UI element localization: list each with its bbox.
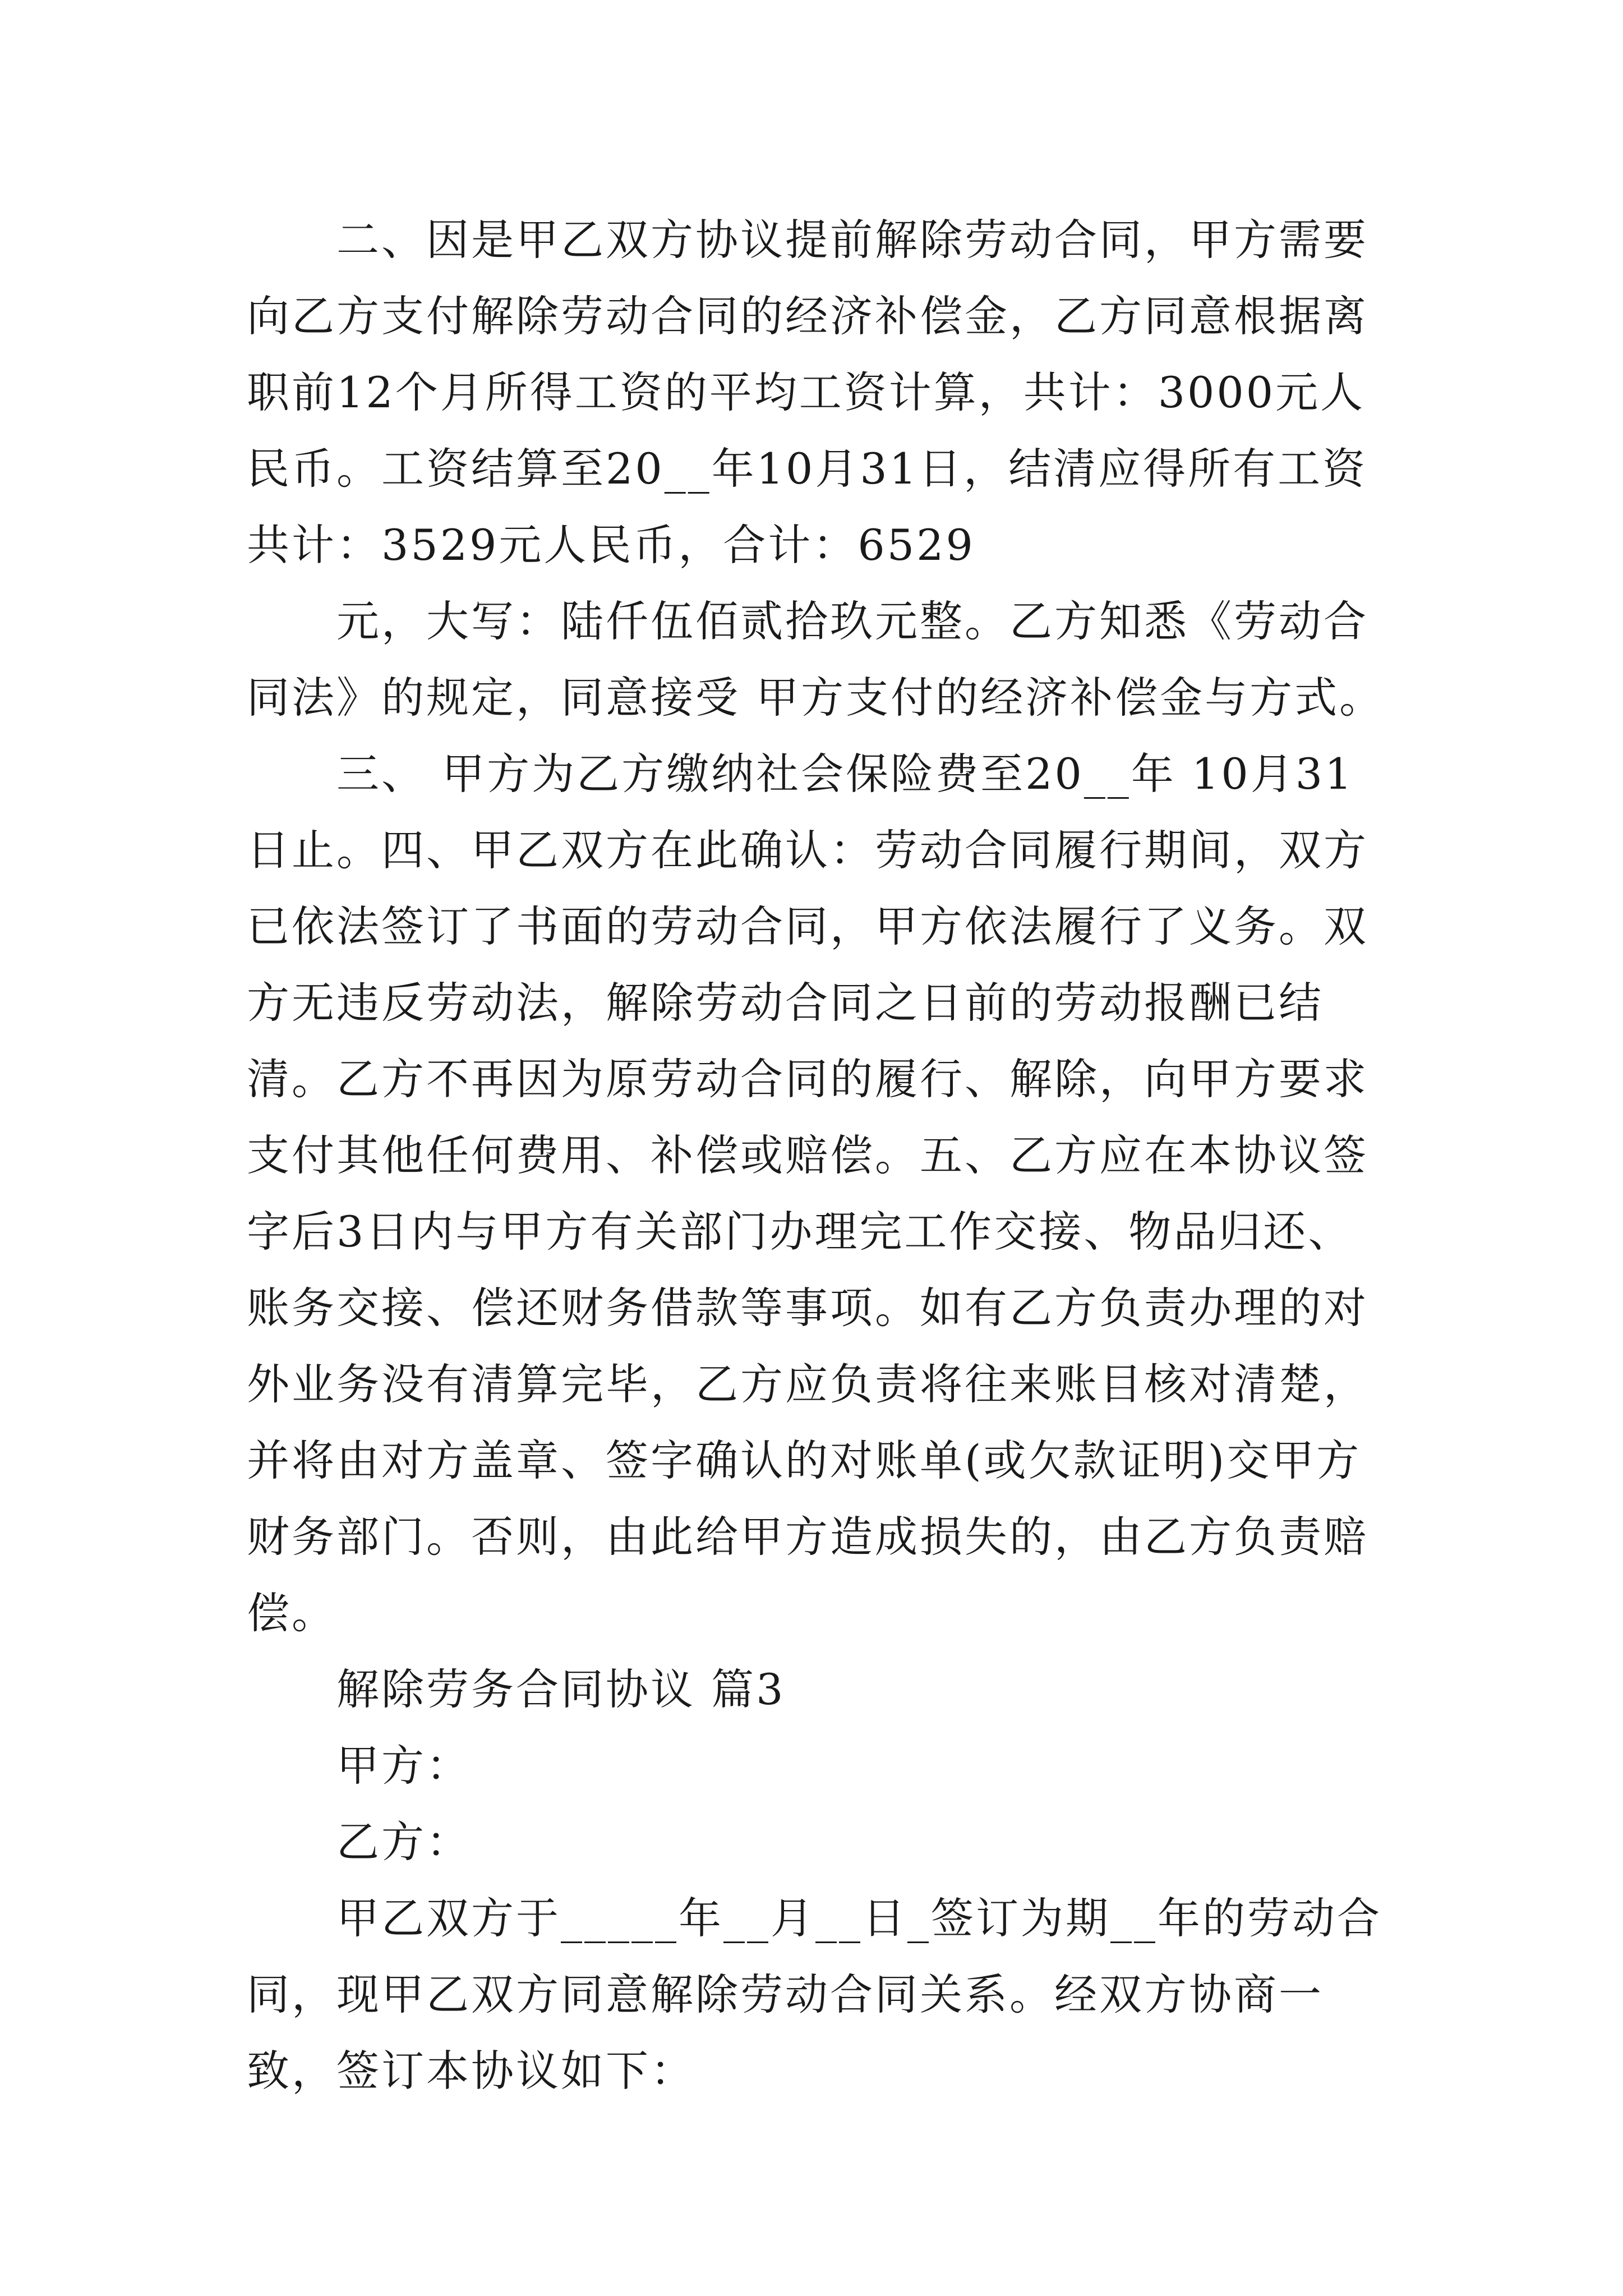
- party-b-label: 乙方：: [336, 1817, 471, 1867]
- paragraph-intro: 甲乙双方于_____年__月__日_签订为期__年的劳动合同，现甲乙双方同意解除劳动合同关系。经双方协商一致，签订本协议如下：: [247, 1893, 1382, 2096]
- paragraph-clause-2-continued: 元，大写：陆仟伍佰贰拾玖元整。乙方知悉《劳动合同法》的规定，同意接受 甲方支付的经济补偿金与方式。: [247, 596, 1385, 723]
- party-a-label: 甲方：: [336, 1741, 471, 1791]
- section-title: 解除劳务合同协议 篇3: [336, 1664, 786, 1714]
- paragraph-clauses-3-4-5: 三、 甲方为乙方缴纳社会保险费至20__年 10月31日止。四、甲乙双方在此确认：劳动合同履行期间，双方已依法签订了书面的劳动合同，甲方依法履行了义务。双方无违反劳动法，解除劳动合同之日前的劳动报酬已结清。乙方不再因为原劳动合同的履行、解除，向甲方要求支付其他任何费用、补偿或赔偿。五、乙方应在本协议签字后3日内与甲方有关部门办理完工作交接、物品归还、账务交接、偿还财务借款等事项。如有乙方负责办理的对外业务没有清算完毕，乙方应负责将往来账目核对清楚，并将由对方盖章、签字确认的对账单(或欠款证明)交甲方财务部门。否则，由此给甲方造成损失的，由乙方负责赔偿。: [247, 749, 1368, 1638]
- document-body: [247, 202, 1385, 2109]
- paragraph-clause-2: 二、因是甲乙双方协议提前解除劳动合同，甲方需要向乙方支付解除劳动合同的经济补偿金，乙方同意根据离职前12个月所得工资的平均工资计算，共计：3000元人民币。工资结算至20__年10月31日，结清应得所有工资共计：3529元人民币，合计：6529: [247, 215, 1368, 570]
